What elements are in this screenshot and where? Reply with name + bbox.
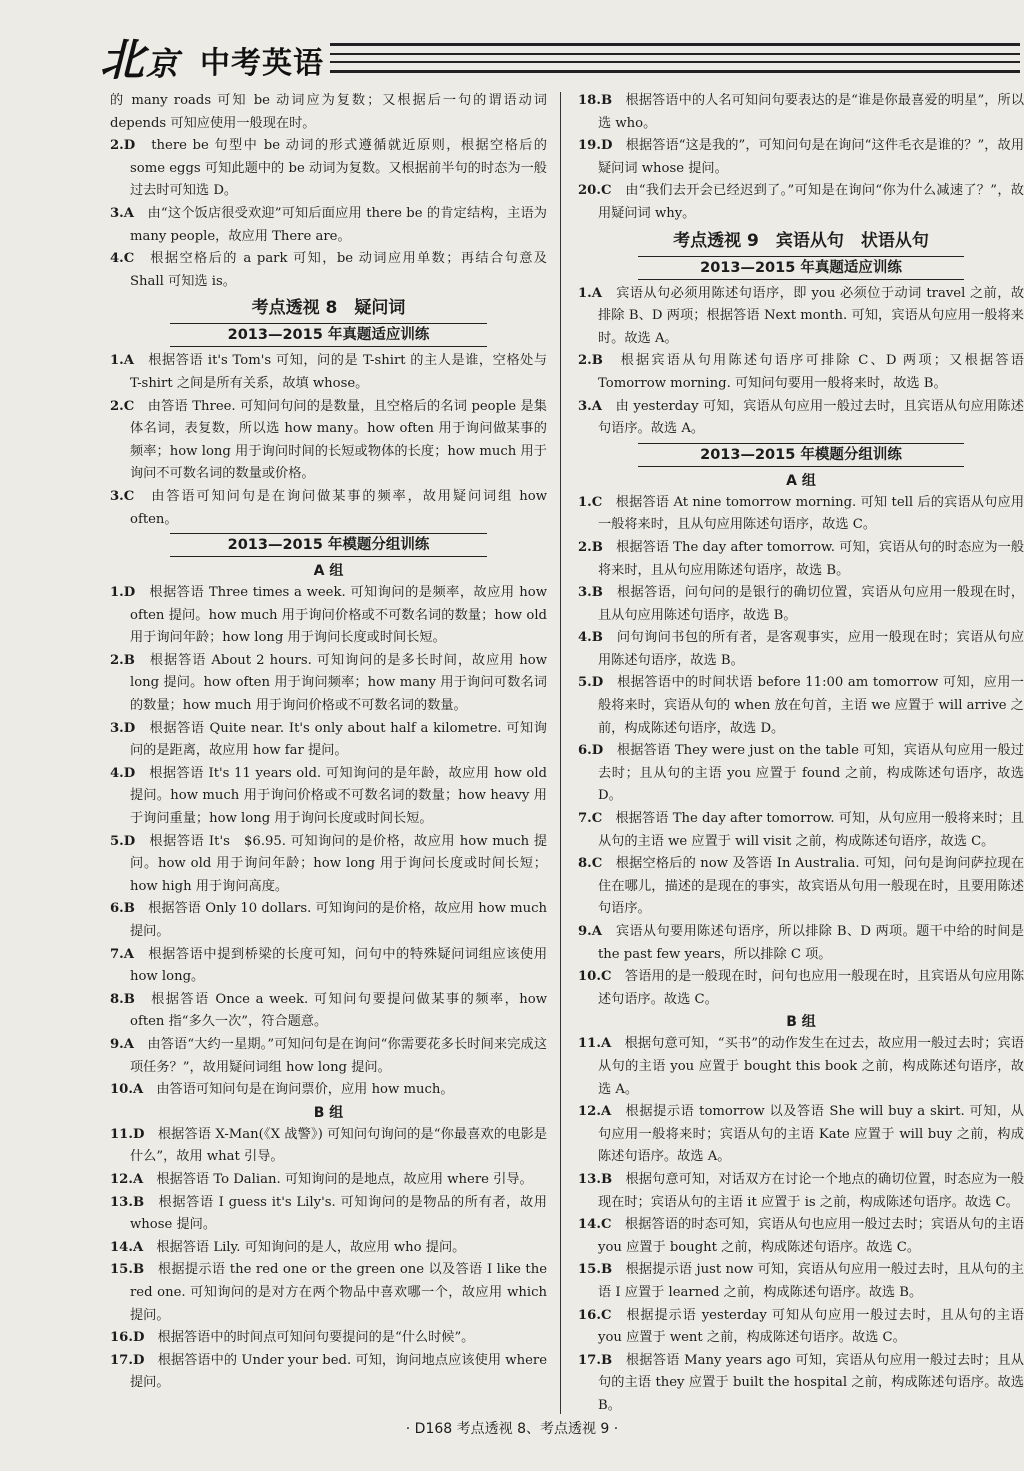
answer-item [110,396,547,486]
answer-number: 4.B [578,630,603,646]
answer-explanation: 由“这个饭店很受欢迎”可知后面应用 there be 的肯定结构，主语为 many people，故应用 There are。 [130,205,547,244]
answer-explanation: 根据答语中的时间点可知问句要提问的是“什么时候”。 [157,1330,475,1346]
answer-explanation: 由答语可知问句是在询问做某事的频率，故用疑问词组 how often。 [130,488,547,527]
answer-item [110,989,547,1034]
answer-list [110,1124,547,1395]
answer-item [578,627,1024,672]
answer-explanation: 根据提示语 tomorrow 以及答语 She will buy a skirt. 可知，从句应用一般将来时；宾语从句的主语 Kate 应置于 will buy 之前，构成陈述句语序。故选 A。 [598,1104,1024,1165]
group-b-heading: B 组 [786,1014,816,1031]
answer-item [110,582,547,650]
answer-number: 19.D [578,138,613,154]
answer-list [578,283,1024,441]
answer-explanation: 由“我们去开会已经迟到了。”可知是在询问“你为什么减速了？”，故用疑问词 why。 [598,183,1024,221]
answer-number: 15.B [110,1262,145,1278]
right-column [578,90,1024,1417]
answer-number: 1.C [578,494,603,510]
answer-item [578,135,1024,180]
answer-explanation: 由 yesterday 可知，宾语从句应用一般过去时，且宾语从句应用陈述句语序。故选 A。 [598,398,1024,437]
answer-item [578,396,1024,441]
answer-number: 16.C [578,1307,612,1323]
answer-explanation: 根据答语 Three times a week. 可知询问的是频率，故应用 how often 提问。how much 用于询问价格或不可数名词的数量；how old 用于询问年龄；how long 用于询问长度或时间长短。 [130,585,547,646]
answer-explanation: 根据答语中的 Under your bed. 可知，询问地点应该使用 where 提问。 [130,1352,547,1391]
answer-list [578,1033,1024,1417]
answer-item [110,944,547,989]
answer-item [578,1350,1024,1418]
answer-item [110,1034,547,1079]
answer-item [110,763,547,831]
answer-item [578,582,1024,627]
answer-explanation: 根据空格后的 now 及答语 In Australia. 可知，问句是询问萨拉现在住在哪儿，描述的是现在的事实，故宾语从句用一般现在时，且要用陈述句语序。 [598,856,1024,917]
answer-item [110,1169,547,1192]
answer-item [110,248,547,293]
answer-number: 1.A [578,285,602,301]
answer-explanation: 根据提示语 yesterday 可知从句应用一般过去时，且从句的主语 you 应置于 went 之前，构成陈述句语序。故选 C。 [598,1307,1024,1346]
answer-item [578,1169,1024,1214]
group-a-heading: A 组 [786,472,816,489]
answer-item [110,1350,547,1395]
answer-number: 14.A [110,1239,144,1255]
section-9-title: 考点透视 9 宾语从句 状语从句 [673,230,929,251]
answer-number: 16.D [110,1330,145,1346]
answer-item [578,283,1024,351]
answer-explanation: 宾语从句要用陈述句语序，所以排除 B、D 两项。题干中给的时间是 the past few years，所以排除 C 项。 [598,924,1024,962]
answer-number: 7.C [578,811,603,827]
answer-number: 13.B [110,1194,145,1210]
answer-explanation: 根据答语 It's 11 years old. 可知询问的是年龄，故应用 how old 提问。how much 用于询问价格或不可数名词的数量；how heavy 用于询问重量；how long 用于询问长度或时间长短。 [130,765,547,827]
answer-number: 6.D [578,743,604,759]
answer-item [578,672,1024,740]
answer-explanation: there be 句型中 be 动词的形式遵循就近原则，根据空格后的 some eggs 可知此题中的 be 动词为复数。又根据前半句的时态为一般过去时可知选 D。 [130,138,547,199]
answer-number: 6.B [110,901,135,917]
answer-number: 7.A [110,946,134,962]
answer-item [578,966,1024,1011]
answer-explanation: 根据句意可知，“买书”的动作发生在过去，故应用一般过去时；宾语从句的主语 you 应置于 bought this book 之前，构成陈述句语序，故选 A。 [598,1036,1024,1097]
answer-number: 2.B [578,353,603,369]
answer-number: 1.A [110,353,134,369]
answer-explanation: 根据答语 About 2 hours. 可知询问的是多长时间，故应用 how long 提问。how often 用于询问频率；how many 用于询问可数名词的数量；how much 用于询问价格或不可数名词的数量。 [130,652,547,714]
answer-item [110,1327,547,1350]
answer-number: 5.D [110,833,136,849]
answer-item [110,1237,547,1260]
answer-explanation: 根据答语 X-Man(《X 战警》) 可知问句询问的是“你最喜欢的电影是什么”，故用 what 引导。 [130,1126,548,1165]
answer-item [578,1259,1024,1304]
answer-number: 4.C [110,251,135,267]
answer-number: 2.B [578,539,603,555]
answer-item [110,350,547,395]
beijing-logo: 北京 [100,35,181,86]
answer-number: 12.A [578,1104,612,1120]
answer-number: 17.D [110,1352,145,1368]
answer-number: 12.A [110,1171,144,1187]
answer-explanation: 根据答语 Only 10 dollars. 可知询问的是价格，故应用 how much 提问。 [130,901,548,939]
column-divider [560,92,561,1414]
answer-number: 5.D [578,675,604,691]
section-8-title: 考点透视 8 疑问词 [251,298,406,319]
left-column [110,90,547,1395]
answer-explanation: 答语用的是一般现在时，问句也应用一般现在时，且宾语从句应用陈述句语序。故选 C。 [598,969,1024,1007]
answer-number: 3.B [578,585,603,601]
answer-explanation: 宾语从句必须用陈述句语序，即 you 必须位于动词 travel 之前，故排除 B、D 两项；根据答语 Next month. 可知，宾语从句应用一般将来时。故选 A。 [598,285,1024,346]
answer-item [578,492,1024,537]
answer-list [110,582,547,1102]
answer-item [110,1192,547,1237]
answer-item [110,1124,547,1169]
answer-item [110,486,547,531]
answer-explanation: 根据答语“这是我的”，可知问句是在询问“这件毛衣是谁的？”，故用疑问词 whose 提问。 [598,138,1024,176]
answer-item [110,1259,547,1327]
answer-item [578,1214,1024,1259]
answer-number: 20.C [578,183,612,199]
answer-item [578,1305,1024,1350]
answer-item [578,740,1024,808]
answer-explanation: 根据答语中提到桥梁的长度可知，问句中的特殊疑问词组应该使用 how long。 [130,946,548,985]
answer-number: 18.B [578,93,613,108]
answer-explanation: 根据答语 At nine tomorrow morning. 可知 tell 后的宾语从句应用一般将来时，且从句应用陈述句语序，故选 C。 [598,494,1024,533]
answer-explanation: 根据答语 I guess it's Lily's. 可知询问的是物品的所有者，故用 whose 提问。 [130,1194,547,1233]
answer-number: 8.B [110,991,135,1007]
header-rule [330,43,1020,73]
answer-explanation: 根据提示语 just now 可知，宾语从句应用一般过去时，且从句的主语 I 应置于 learned 之前，构成陈述句语序。故选 B。 [598,1262,1024,1300]
answer-explanation: 根据答语 The day after tomorrow. 可知，宾语从句的时态应为一般将来时，且从句应用陈述句语序，故选 B。 [598,539,1024,578]
answer-item [578,90,1024,135]
page-header [0,0,1024,88]
answer-explanation: 根据宾语从句用陈述句语序可排除 C、D 两项；又根据答语 Tomorrow morning. 可知问句要用一般将来时，故选 B。 [598,353,1024,391]
answer-item [110,898,547,943]
answer-item [578,537,1024,582]
answer-item [578,921,1024,966]
group-a-heading: A 组 [313,563,344,580]
answer-explanation: 由答语 Three. 可知问句问的是数量，且空格后的名词 people 是集体名词，表复数，所以选 how many。how often 用于询问做某事的频率；how long 用于询问时间的长短或物体的长度；how much 用于询问不可数名词的数量或价格。 [130,398,547,482]
answer-number: 14.C [578,1217,612,1233]
answer-number: 11.A [578,1036,612,1052]
answer-item [578,180,1024,225]
answer-explanation: 由答语可知问句是在询问票价，应用 how much。 [156,1082,454,1098]
answer-explanation: 根据答语 Lily. 可知询问的是人，故应用 who 提问。 [156,1239,466,1255]
answer-item [578,853,1024,921]
answer-explanation: 根据答语，问句问的是银行的确切位置，宾语从句应用一般现在时，且从句应用陈述句语序，故选 B。 [598,585,1024,623]
answer-explanation: 根据答语 Many years ago 可知，宾语从句应用一般过去时；且从句的主语 they 应置于 built the hospital 之前，构成陈述句语序。故选 B。 [598,1352,1024,1413]
section-9-real-heading: 2013—2015 年真题适应训练 [638,256,964,280]
answer-list [578,90,1024,226]
answer-number: 2.D [110,138,136,154]
answer-number: 3.A [578,398,602,414]
answer-item [578,808,1024,853]
answer-number: 13.B [578,1171,613,1187]
answer-list [110,135,547,293]
answer-item [110,203,547,248]
answer-item [110,135,547,203]
section-8-mock-heading: 2013—2015 年模题分组训练 [170,533,487,557]
answer-explanation: 根据空格后的 a park 可知，be 动词应用单数；再结合句意及 Shall 可知选 is。 [130,251,547,289]
answer-explanation: 根据答语 To Dalian. 可知询问的是地点，故应用 where 引导。 [156,1171,533,1187]
answer-item [110,831,547,899]
answer-number: 9.A [578,924,602,939]
answer-number: 4.D [110,765,136,781]
answer-number: 10.A [110,1082,144,1098]
continued-text: 的 many roads 可知 be 动词应为复数；又根据后一句的谓语动词 depends 可知应使用一般现在时。 [110,93,547,131]
answer-number: 2.C [110,398,135,414]
answer-number: 9.A [110,1036,134,1052]
answer-explanation: 根据答语中的时间状语 before 11:00 am tomorrow 可知，应用一般将来时，宾语从句的 when 放在句首，主语 we 应置于 will arrive 之前，构成陈述句语序，故选 D。 [598,675,1024,736]
answer-item [110,650,547,718]
answer-explanation: 根据答语 The day after tomorrow. 可知，从句应用一般将来时；且从句的主语 we 应置于 will visit 之前，构成陈述句语序，故选 C。 [598,811,1024,849]
answer-explanation: 根据答语 Once a week. 可知问句要提问做某事的频率，how often 指“多久一次”，符合题意。 [130,991,547,1030]
answer-number: 3.D [110,720,136,736]
answer-item [110,718,547,763]
answer-explanation: 根据提示语 the red one or the green one 以及答语 I like the red one. 可知询问的是对方在两个物品中喜欢哪一个，故应用 which 提问。 [130,1262,548,1323]
answer-item [578,350,1024,395]
answer-explanation: 根据答语的时态可知，宾语从句也应用一般过去时；宾语从句的主语 you 应置于 bought 之前，构成陈述句语序。故选 C。 [598,1217,1024,1255]
answer-explanation: 根据答语 They were just on the table 可知，宾语从句应用一般过去时；且从句的主语 you 应置于 found 之前，构成陈述句语序，故选 D。 [598,743,1024,804]
group-b-heading: B 组 [313,1104,344,1121]
answer-item [110,1079,547,1102]
answer-explanation: 根据答语 it's Tom's 可知，问的是 T-shirt 的主人是谁，空格处与 T-shirt 之间是所有关系，故填 whose。 [130,353,548,391]
answer-explanation: 根据答语 Quite near. It's only about half a kilometre. 可知询问的是距离，故应用 how far 提问。 [130,720,547,759]
answer-number: 8.C [578,856,603,872]
section-9-mock-heading: 2013—2015 年模题分组训练 [638,443,964,467]
answer-item [578,1033,1024,1101]
answer-explanation: 根据答语中的人名可知问句要表达的是“谁是你最喜爱的明星”，所以选 who。 [598,93,1024,131]
answer-number: 2.B [110,652,135,668]
answer-number: 11.D [110,1126,145,1142]
answer-number: 3.A [110,205,134,221]
book-title: 中考英语 [200,46,324,81]
answer-item [578,1101,1024,1169]
answer-list [110,350,547,531]
answer-explanation: 根据答语 It's $6.95. 可知询问的是价格，故应用 how much 提问。how old 用于询问年龄；how long 用于询问长度或时间长短；how high 用于询问高度。 [130,833,548,894]
answer-number: 15.B [578,1262,613,1278]
answer-number: 17.B [578,1352,613,1368]
section-8-real-heading: 2013—2015 年真题适应训练 [170,323,487,347]
answer-list [578,492,1024,1012]
answer-explanation: 问句询问书包的所有者，是客观事实，应用一般现在时；宾语从句应用陈述句语序，故选 B。 [598,630,1024,668]
answer-number: 3.C [110,488,135,504]
answer-explanation: 由答语“大约一星期。”可知问句是在询问“你需要花多长时间来完成这项任务？”，故用疑问词组 how long 提问。 [130,1036,548,1075]
answer-number: 10.C [578,969,612,985]
answer-number: 1.D [110,585,136,601]
answer-explanation: 根据句意可知，对话双方在讨论一个地点的确切位置，时态应为一般现在时；宾语从句的主语 it 应置于 is 之前，构成陈述句语序。故选 C。 [598,1171,1024,1210]
page-footer: · D168 考点透视 8、考点透视 9 · [405,1421,619,1437]
